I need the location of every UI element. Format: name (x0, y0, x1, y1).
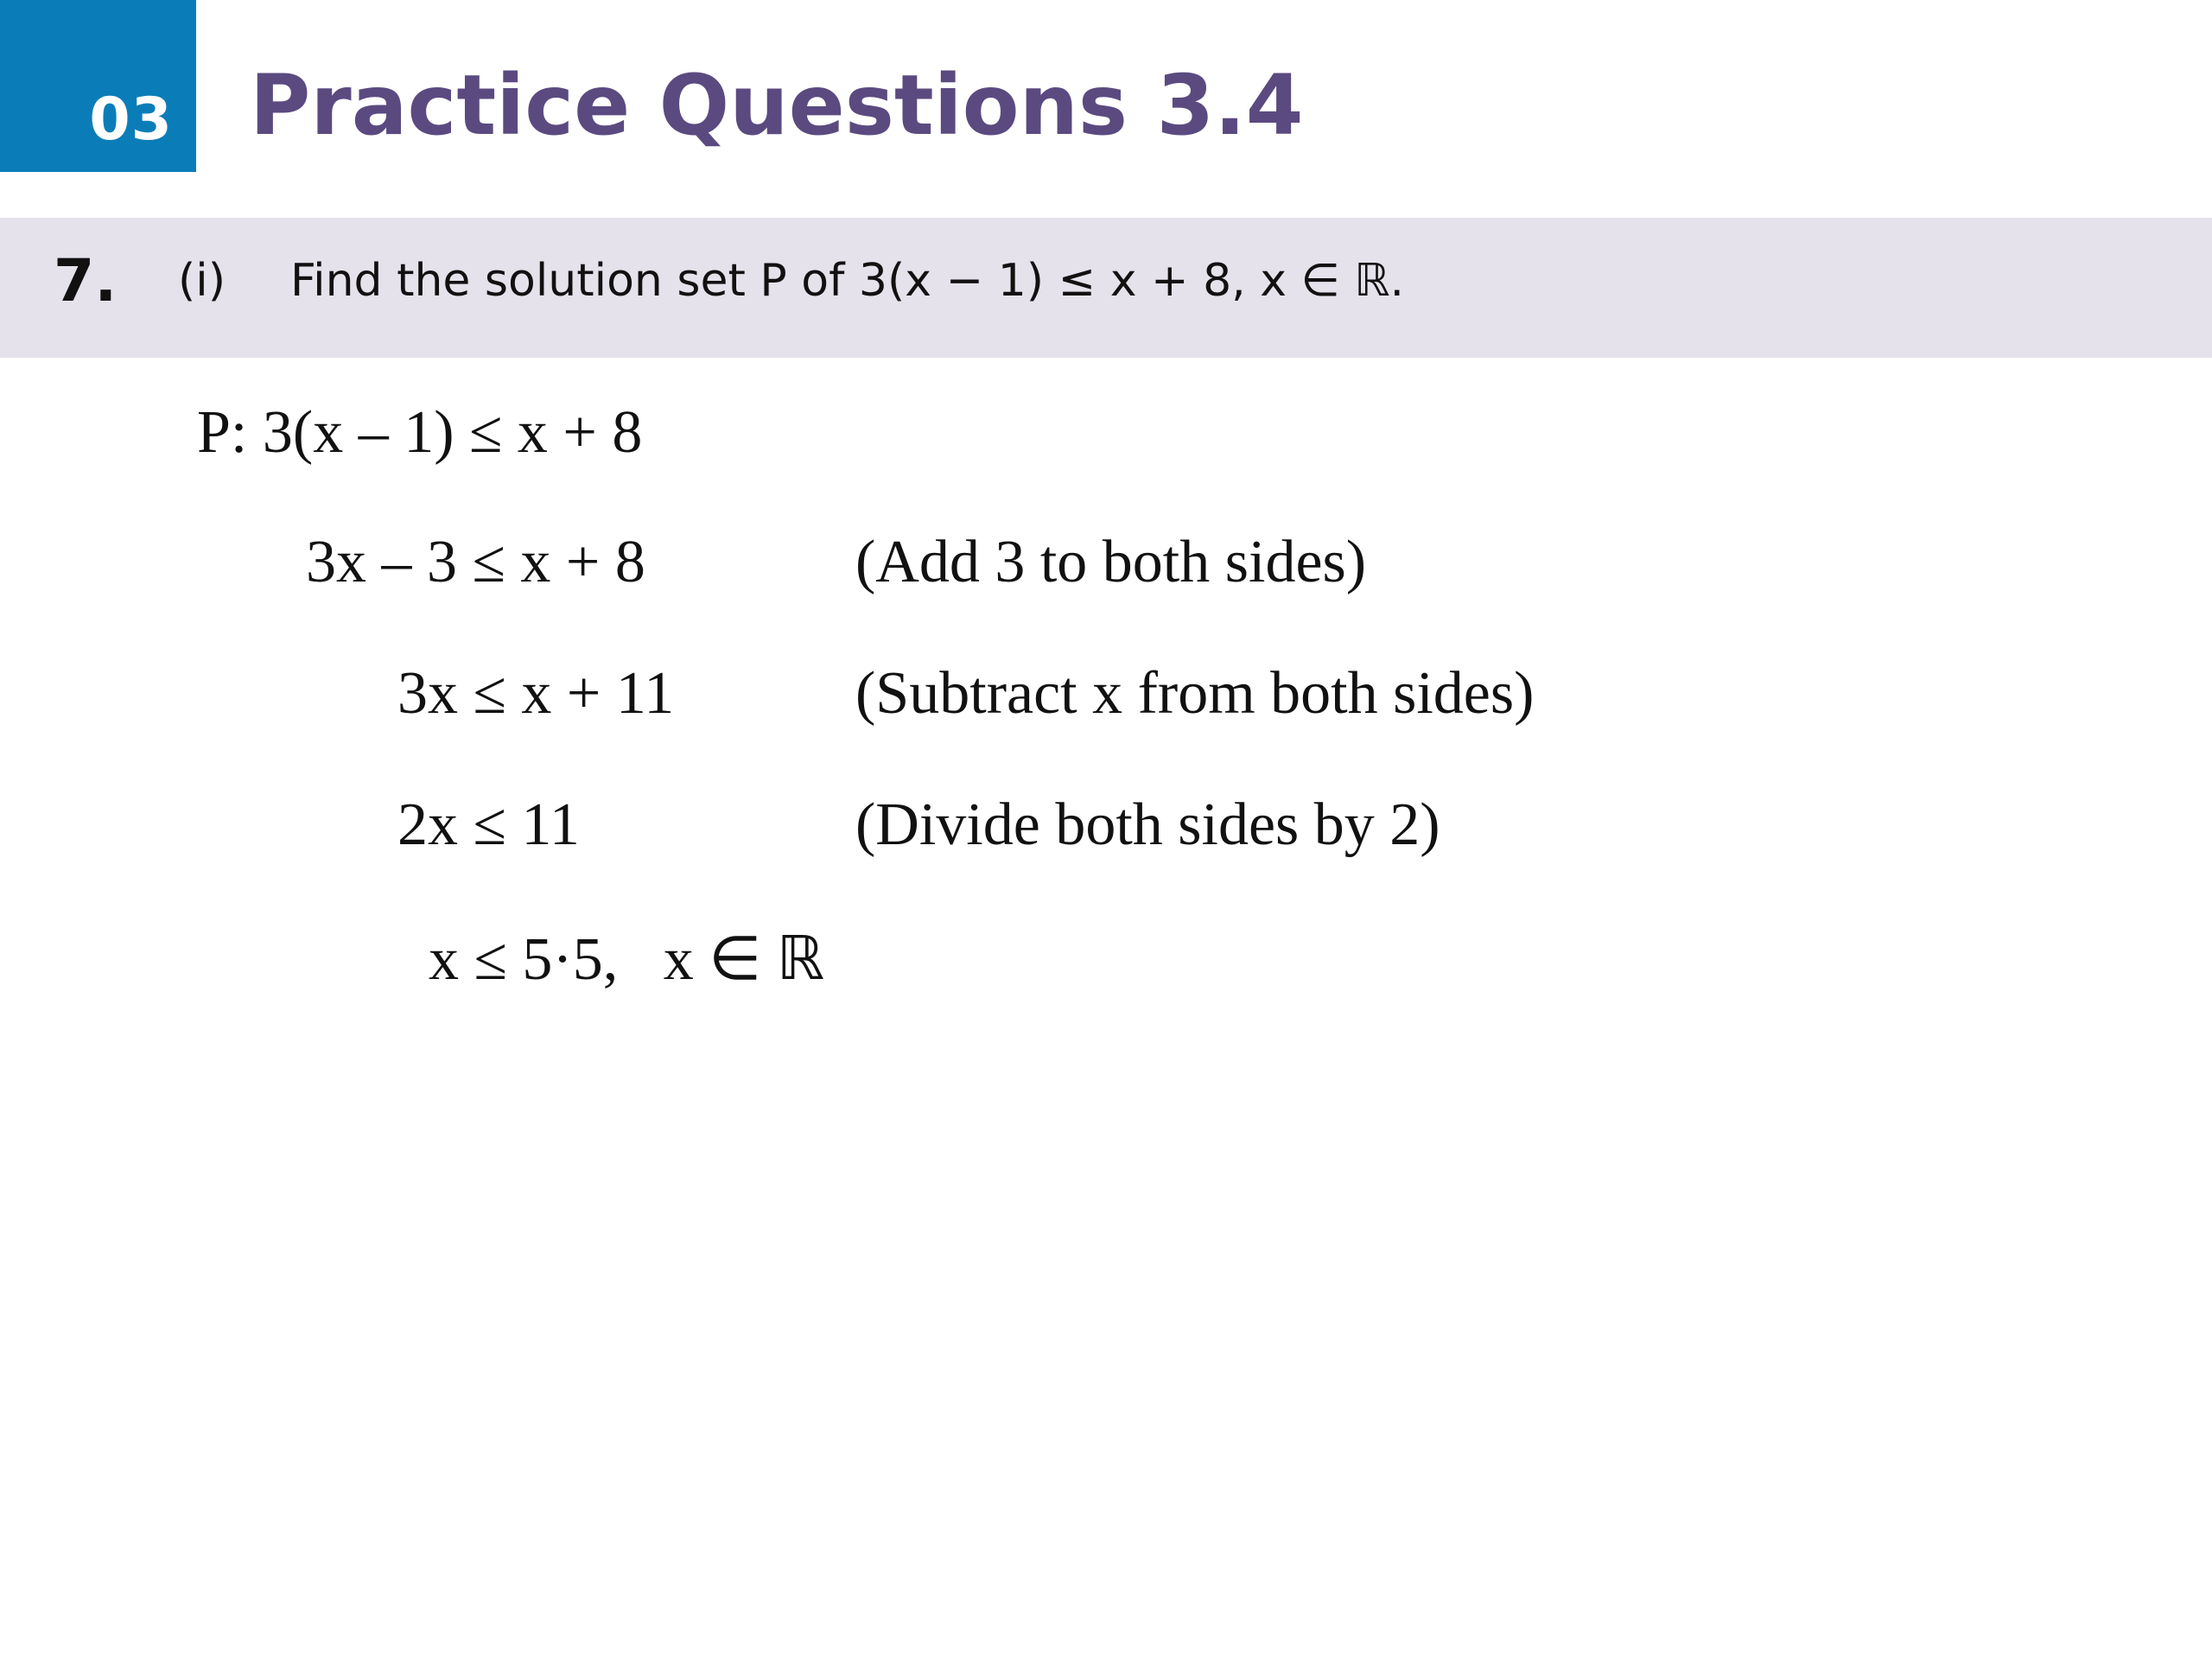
solution-note-4: (Divide both sides by 2) (855, 791, 1440, 858)
question-part: (i) (178, 255, 226, 307)
solution-step-2: 3x – 3 ≤ x + 8 (306, 529, 645, 595)
solution-step-4: 2x ≤ 11 (397, 791, 580, 858)
solution-step-3: 3x ≤ x + 11 (397, 660, 675, 727)
question-text: Find the solution set P of 3(x − 1) ≤ x + 8, x ∈ ℝ. (290, 255, 1405, 307)
solution-step-5: x ≤ 5·5, x ∈ ℝ (429, 926, 825, 993)
question-number: 7. (54, 247, 118, 315)
solution-step-1: P: 3(x – 1) ≤ x + 8 (197, 399, 643, 466)
chapter-number: 03 (89, 86, 173, 154)
chapter-badge (0, 0, 196, 172)
page-title: Practice Questions 3.4 (250, 57, 1304, 154)
question-band (0, 218, 2212, 358)
solution-note-2: (Add 3 to both sides) (855, 529, 1367, 595)
solution-note-3: (Subtract x from both sides) (855, 660, 1535, 727)
